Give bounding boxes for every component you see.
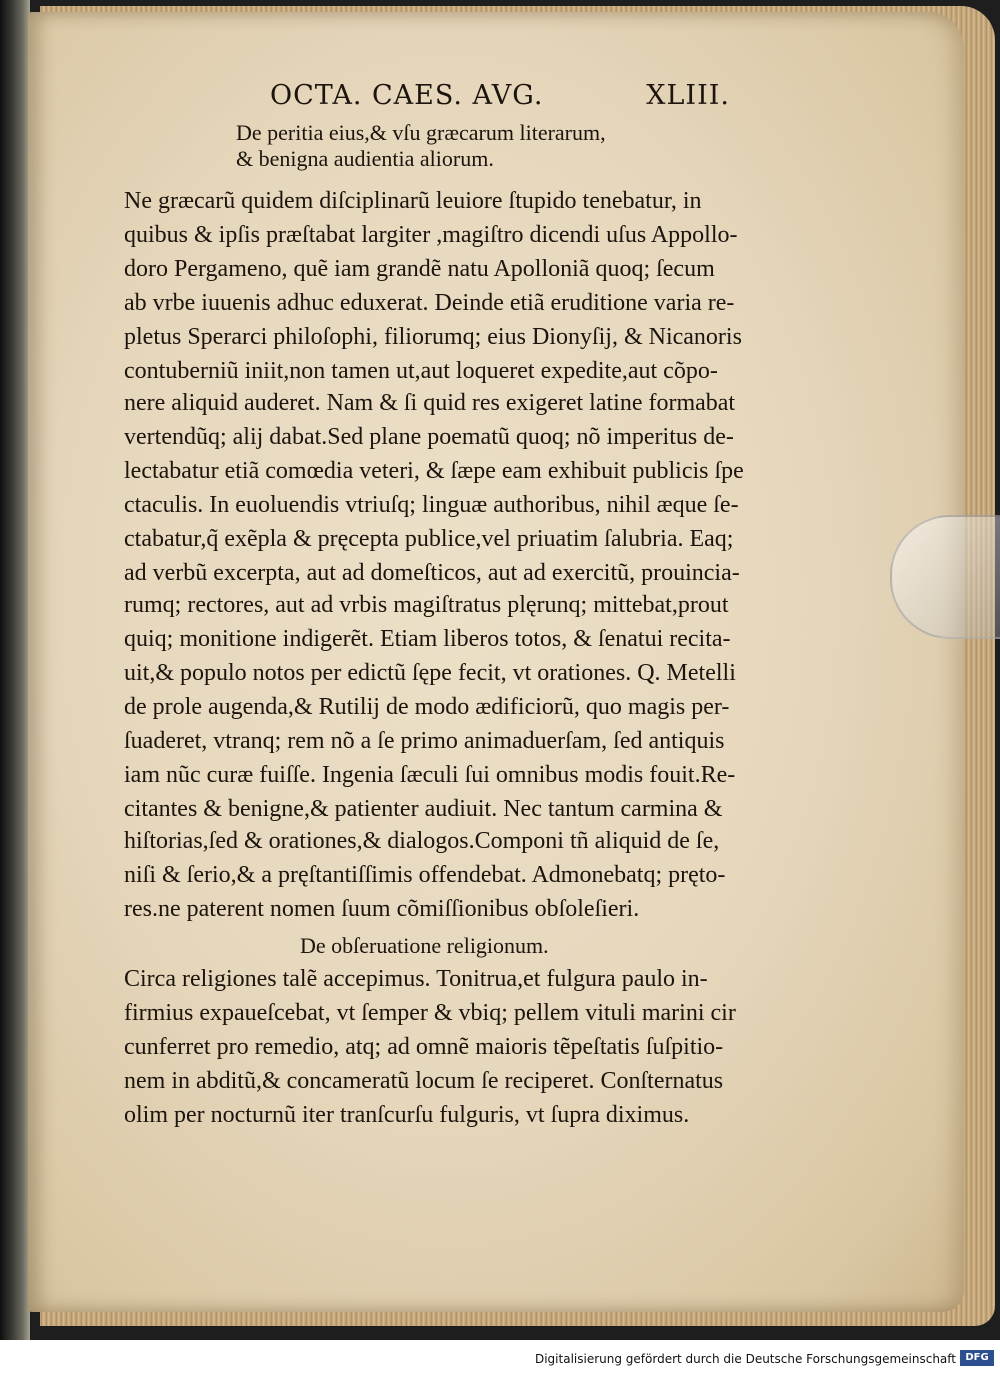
text-line: Circa religiones talẽ accepimus. Tonitrua,et fulgura paulo in- [124, 966, 708, 992]
text-line: nem in abditũ,& concameratũ locum ſe reciperet. Conſternatus [124, 1068, 724, 1094]
text-line: firmius expaueſcebat, vt ſemper & vbiq; pellem vituli marini cir [124, 1000, 736, 1026]
section-heading: & benigna audientia aliorum. [236, 146, 494, 171]
text-line: vertendũq; alij dabat.Sed plane poematũ quoq; nõ imperitus de- [124, 424, 734, 450]
text-line: niſi & ſerio,& a pręſtantiſſimis offendebat. Admonebatq; pręto- [124, 862, 726, 888]
funding-credit: Digitalisierung gefördert durch die Deutsche Forschungsgemeinschaft [534, 1352, 956, 1366]
text-line: doro Pergameno, quẽ iam grandẽ natu Apolloniã quoq; ſecum [124, 256, 715, 282]
running-title: OCTA. CAES. AVG. [270, 80, 544, 111]
text-line: ad verbũ excerpta, aut ad domeſticos, aut ad exercitũ, prouincia- [124, 560, 740, 586]
book-binding [0, 0, 30, 1340]
text-line: ſuaderet, vtranq; rem nõ a ſe primo animaduerſam, ſed antiquis [124, 728, 725, 754]
dfg-logo: DFG [960, 1350, 994, 1366]
text-line: quibus & ipſis præſtabat largiter ,magiſtro dicendi uſus Appollo- [124, 222, 738, 248]
text-line: Ne græcarũ quidem diſciplinarũ leuiore ſtupido tenebatur, in [124, 188, 702, 214]
page-clip [890, 515, 1000, 639]
text-line: de prole augenda,& Rutilij de modo ædificiorũ, quo magis per- [124, 694, 730, 720]
text-line: lectabatur etiã comœdia veteri, & ſæpe eam exhibuit publicis ſpe [124, 458, 744, 484]
text-line: uit,& populo notos per edictũ ſępe fecit, vt orationes. Q. Metelli [124, 660, 736, 686]
text-line: cunferret pro remedio, atq; ad omnẽ maioris tẽpeſtatis ſuſpitio- [124, 1034, 724, 1060]
footer-bar [0, 1340, 1000, 1377]
text-line: pletus Sperarci philoſophi, filiorumq; eius Dionyſij, & Nicanoris [124, 324, 742, 350]
text-line: iam nũc curæ fuiſſe. Ingenia ſæculi ſui omnibus modis fouit.Re- [124, 762, 736, 788]
text-line: hiſtorias,ſed & orationes,& dialogos.Componi tñ aliquid de ſe, [124, 828, 720, 854]
text-line: ctabatur,q̃ exẽpla & pręcepta publice,vel priuatim ſalubria. Eaq; [124, 526, 734, 552]
section-heading: De peritia eius,& vſu græcarum literarum, [236, 120, 606, 145]
text-line: quiq; monitione indigerẽt. Etiam liberos totos, & ſenatui recita- [124, 626, 731, 652]
text-line: nere aliquid auderet. Nam & ſi quid res exigeret latine formabat [124, 390, 736, 416]
text-line: ab vrbe iuuenis adhuc eduxerat. Deinde etiã eruditione varia re- [124, 290, 735, 316]
folio-number: XLIII. [646, 80, 730, 111]
text-line: citantes & benigne,& patienter audiuit. Nec tantum carmina & [124, 796, 723, 822]
text-line: res.ne paterent nomen ſuum cõmiſſionibus obſoleſieri. [124, 896, 640, 922]
text-line: olim per nocturnũ iter tranſcurſu fulguris, vt ſupra diximus. [124, 1102, 690, 1128]
text-line: contuberniũ iniit,non tamen ut,aut loqueret expedite,aut cõpo- [124, 358, 718, 384]
text-line: ctaculis. In euoluendis vtriuſq; linguæ authoribus, nihil æque ſe- [124, 492, 739, 518]
page-header [270, 80, 730, 120]
text-line: rumq; rectores, aut ad vrbis magiſtratus plęrunq; mittebat,prout [124, 592, 729, 618]
section-heading: De obſeruatione religionum. [300, 933, 549, 958]
